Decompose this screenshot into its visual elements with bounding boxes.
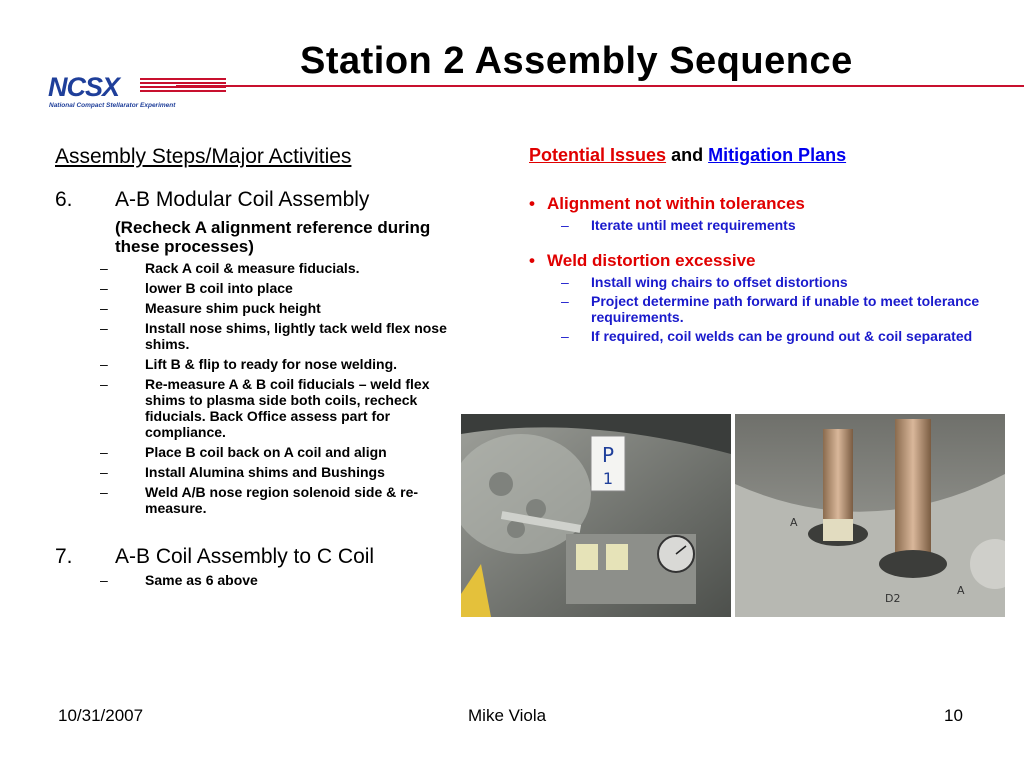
bullet: • [529,194,535,213]
list-item: – Same as 6 above [100,572,258,588]
issues-heading [529,145,989,166]
slide-title: Station 2 Assembly Sequence [300,40,853,82]
bullet: • [529,251,535,270]
logo-text: NCSX [48,72,120,102]
logo-subtitle: National Compact Stellarator Experiment [49,102,176,109]
step-6 [55,189,460,211]
issue-text: Weld distortion excessive [547,251,756,270]
ncsx-logo [48,72,188,112]
step-number: 6. [55,188,73,211]
footer-author: Mike Viola [468,706,547,725]
plan-text: Iterate until meet requirements [591,217,796,233]
svg-text:1: 1 [602,469,614,488]
svg-text:D2: D2 [885,592,901,605]
svg-text:A: A [790,516,798,529]
footer-date: 10/31/2007 [58,706,144,725]
list-item: – Weld A/B nose region solenoid side & re-measure. [100,484,419,516]
issue-item: • Alignment not within tolerances – Iterate until meet requirements [529,194,989,233]
assembly-steps-heading: Assembly Steps/Major Activities [55,145,352,168]
issue-item: • Weld distortion excessive – Install wing chairs to offset distortions – Project determine path forward if unable to meet tolerance requirements. – If required, coil welds can be ground out & coil separated [529,251,989,344]
step-6-list [55,260,460,516]
list-item: – Place B coil back on A coil and align [100,444,387,460]
step-7 [55,546,460,568]
step-number: 7. [55,545,73,568]
step-title: A-B Modular Coil Assembly [115,188,370,211]
svg-text:P: P [601,443,615,467]
potential-issues-link[interactable]: Potential Issues [529,145,667,165]
list-item: – lower B coil into place [100,280,293,296]
list-item: – Install Alumina shims and Bushings [100,464,385,480]
issues-column [529,145,989,362]
header-divider [176,85,1024,87]
plan-text: Install wing chairs to offset distortions [591,274,848,290]
heading-and: and [666,145,709,165]
coil-bolts-photo [735,414,1005,617]
plan-text: Project determine path forward if unable to meet tolerance requirements. [591,293,980,325]
page-number: 10 [944,706,963,725]
assembly-steps-column [55,145,460,592]
mitigation-plans-link[interactable]: Mitigation Plans [708,145,847,165]
list-item: – Install nose shims, lightly tack weld flex nose shims. [100,320,447,352]
list-item: – Re-measure A & B coil fiducials – weld flex shims to plasma side both coils, recheck fiducials. Back Office assess part for compliance. [100,376,430,440]
step-note: (Recheck A alignment reference during these processes) [115,218,431,256]
step-7-list [55,572,460,588]
list-item: – Rack A coil & measure fiducials. [100,260,360,276]
coil-fiducial-photo [461,414,731,617]
list-item: – Measure shim puck height [100,300,321,316]
issue-text: Alignment not within tolerances [547,194,805,213]
list-item: – Lift B & flip to ready for nose welding. [100,356,398,372]
svg-text:A: A [957,584,965,597]
step-title: A-B Coil Assembly to C Coil [115,545,375,568]
plan-text: If required, coil welds can be ground out & coil separated [591,328,973,344]
